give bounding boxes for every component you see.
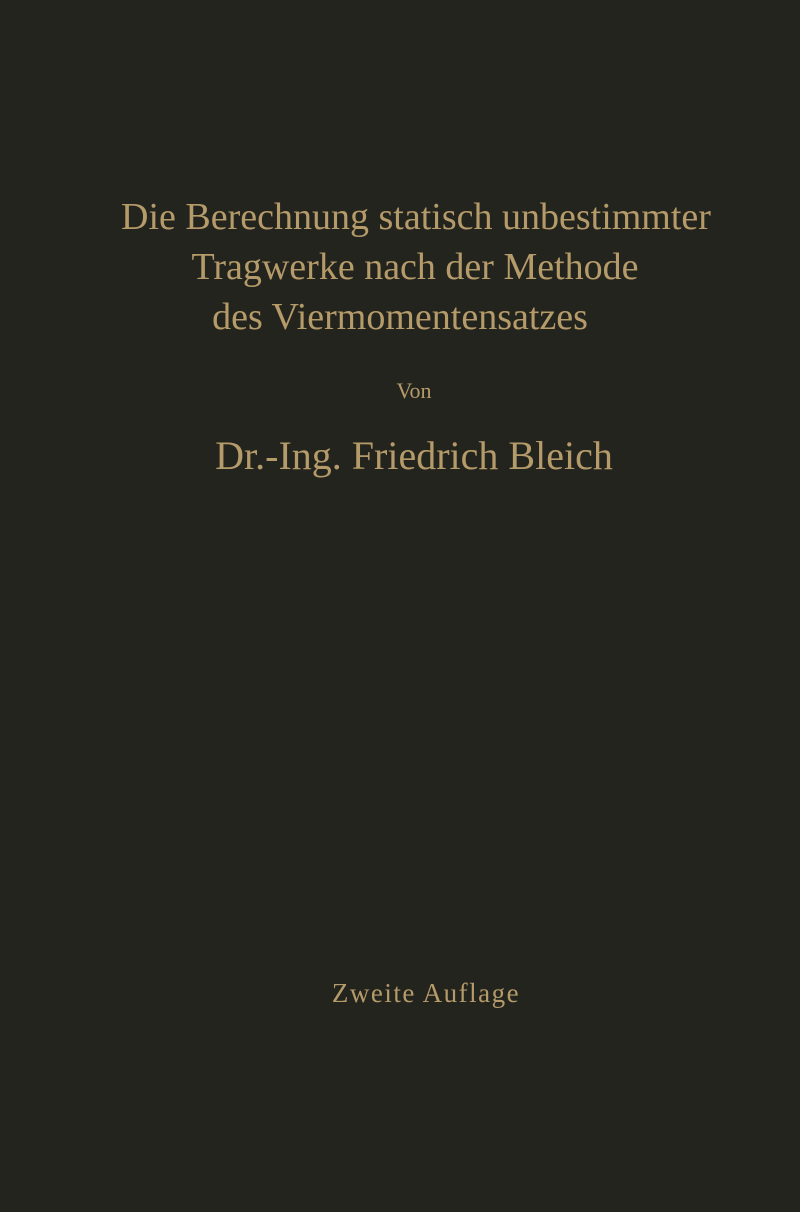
book-title bbox=[0, 192, 800, 342]
title-line-2: Tragwerke nach der Methode bbox=[191, 246, 639, 288]
author-name: Dr.-Ing. Friedrich Bleich bbox=[215, 433, 613, 478]
edition-label: Zweite Auflage bbox=[331, 978, 521, 1008]
title-line-3: des Viermomentensatzes bbox=[212, 296, 588, 338]
by-label: Von bbox=[396, 378, 432, 403]
title-line-1: Die Berechnung statisch unbestimmter bbox=[121, 196, 711, 238]
